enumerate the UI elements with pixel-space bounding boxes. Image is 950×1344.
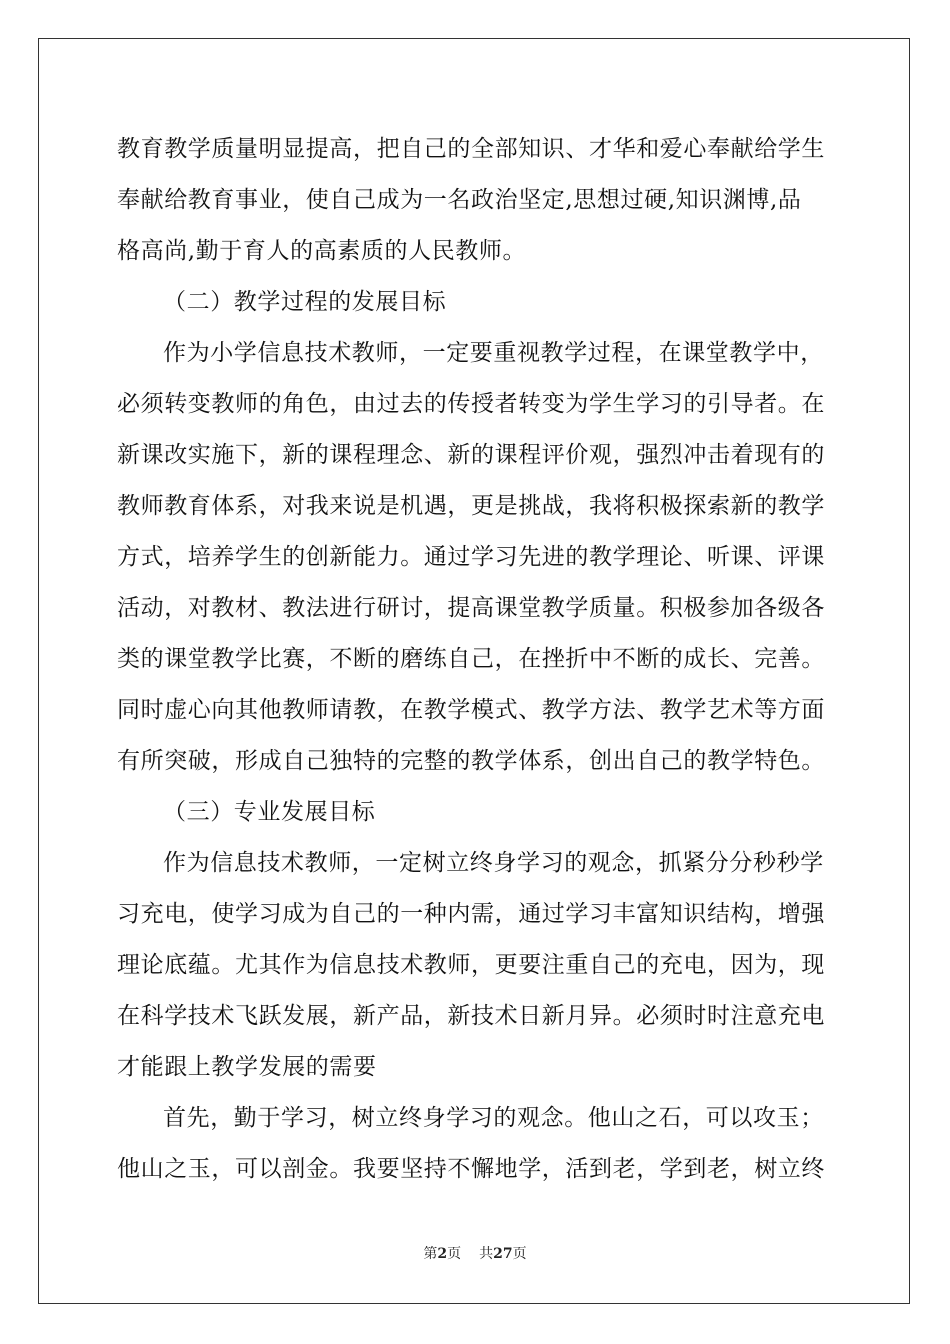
page-number: 2 <box>437 1246 448 1262</box>
paragraph-start: 首先，勤于学习，树立终身学习的观念。他山之石，可以攻玉； <box>163 1105 824 1131</box>
section-heading-3: （三）专业发展目标 <box>163 799 376 825</box>
page-suffix: 页 <box>447 1246 462 1262</box>
text-line: 在科学技术飞跃发展，新产品，新技术日新月异。必须时时注意充电 <box>117 1003 825 1029</box>
paragraph-start: 作为小学信息技术教师，一定要重视教学过程，在课堂教学中， <box>163 340 824 366</box>
page-footer <box>0 1243 950 1263</box>
text-line: 习充电，使学习成为自己的一种内需，通过学习丰富知识结构，增强 <box>117 901 825 927</box>
text-line: 方式，培养学生的创新能力。通过学习先进的教学理论、听课、评课 <box>117 544 825 570</box>
total-pages: 27 <box>493 1246 513 1262</box>
total-prefix: 共 <box>479 1246 494 1262</box>
text-line: 新课改实施下，新的课程理念、新的课程评价观，强烈冲击着现有的 <box>117 442 825 468</box>
document-body <box>117 128 833 1199</box>
text-line: 才能跟上教学发展的需要 <box>117 1054 377 1080</box>
text-line: 教育教学质量明显提高，把自己的全部知识、才华和爱心奉献给学生 <box>117 136 825 162</box>
text-line: 理论底蕴。尤其作为信息技术教师，更要注重自己的充电，因为，现 <box>117 952 825 978</box>
text-line: 同时虚心向其他教师请教，在教学模式、教学方法、教学艺术等方面 <box>117 697 825 723</box>
text-line: 有所突破，形成自己独特的完整的教学体系，创出自己的教学特色。 <box>117 748 825 774</box>
text-line: 类的课堂教学比赛，不断的磨练自己，在挫折中不断的成长、完善。 <box>117 646 825 672</box>
text-line: 教师教育体系，对我来说是机遇，更是挑战，我将积极探索新的教学 <box>117 493 825 519</box>
section-heading-2: （二）教学过程的发展目标 <box>163 289 447 315</box>
text-line: 必须转变教师的角色，由过去的传授者转变为学生学习的引导者。在 <box>117 391 825 417</box>
total-suffix: 页 <box>512 1246 527 1262</box>
text-line: 格高尚,勤于育人的高素质的人民教师。 <box>117 238 527 264</box>
text-line: 活动，对教材、教法进行研讨，提高课堂教学质量。积极参加各级各 <box>117 595 825 621</box>
page-prefix: 第 <box>423 1246 438 1262</box>
text-line: 奉献给教育事业，使自己成为一名政治坚定,思想过硬,知识渊博,品 <box>117 187 802 213</box>
text-line: 他山之玉，可以剖金。我要坚持不懈地学，活到老，学到老，树立终 <box>117 1156 825 1182</box>
paragraph-start: 作为信息技术教师，一定树立终身学习的观念，抓紧分分秒秒学 <box>163 850 824 876</box>
